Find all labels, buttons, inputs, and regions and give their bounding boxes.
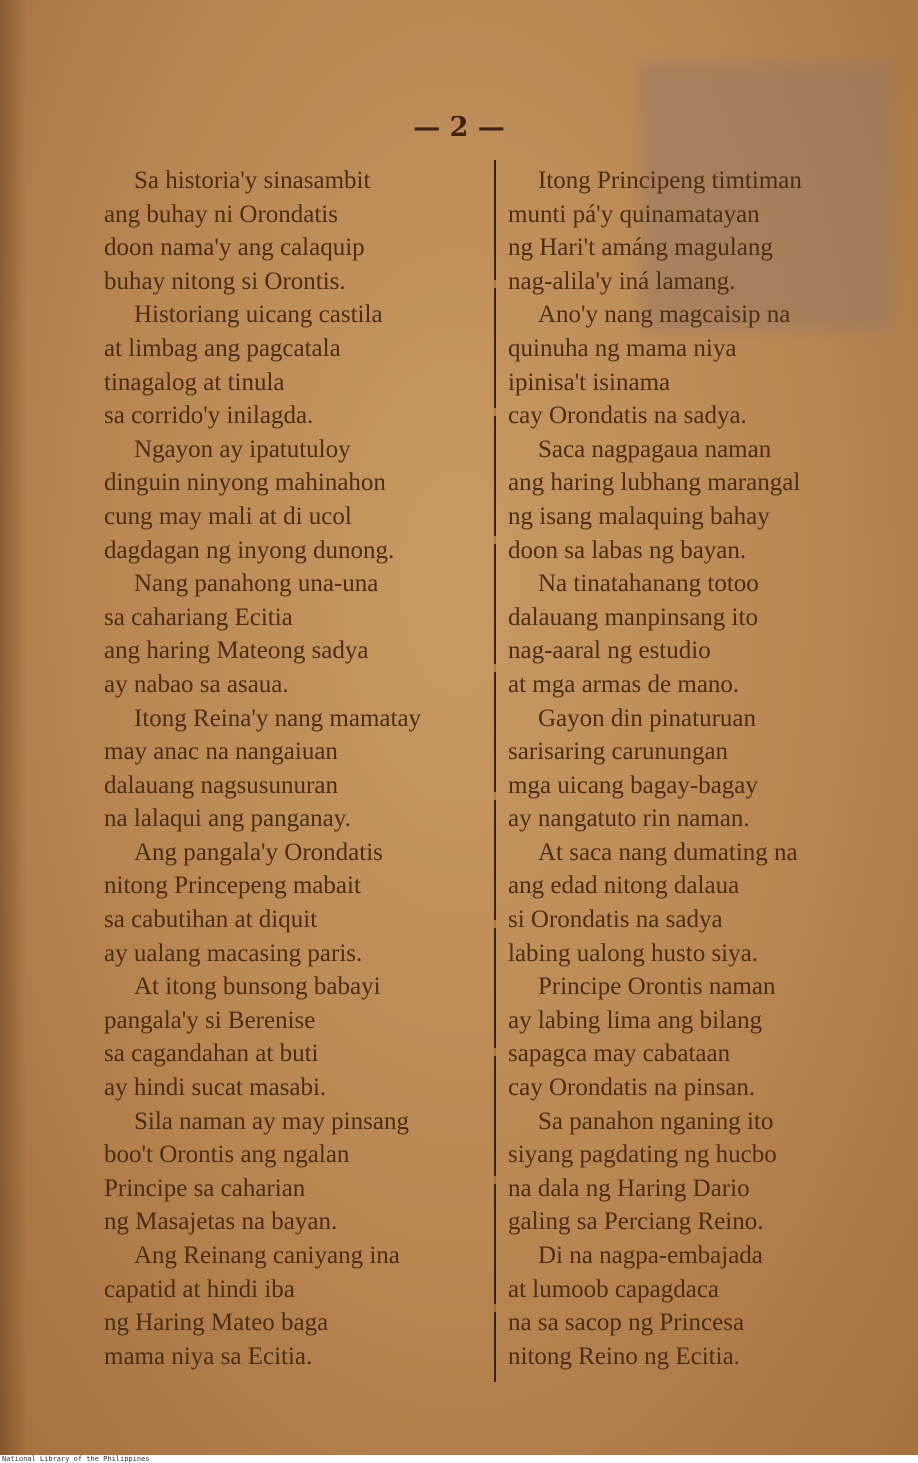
verse-line: at lumoob capagdaca — [508, 1275, 720, 1303]
verse-line: ang edad nitong dalaua — [508, 872, 740, 900]
verse-line: Historiang uicang castila — [134, 301, 383, 329]
verse-line: tinagalog at tinula — [104, 368, 285, 396]
verse-line: sapagca may cabataan — [508, 1040, 731, 1068]
verse-line: ang buhay ni Orondatis — [104, 200, 338, 228]
verse-line: Ang pangala'y Orondatis — [134, 838, 383, 866]
verse-line: cay Orondatis na pinsan. — [508, 1074, 756, 1102]
verse-line: Nang panahong una-una — [134, 570, 379, 598]
verse-line: Gayon din pinaturuan — [538, 704, 757, 732]
verse-line: dalauang manpinsang ito — [508, 603, 758, 631]
verse-line: munti pá'y quinamatayan — [508, 200, 760, 228]
verse-line: ng Masajetas na bayan. — [104, 1208, 338, 1236]
verse-line: ng Haring Mateo baga — [104, 1309, 329, 1337]
verse-line: ng Hari't amáng magulang — [508, 234, 773, 262]
verse-line: boo't Orontis ang ngalan — [104, 1141, 350, 1169]
verse-line: mga uicang bagay-bagay — [508, 771, 758, 799]
verse-line: doon nama'y ang calaquip — [104, 234, 365, 262]
verse-line: siyang pagdating ng hucbo — [508, 1141, 777, 1169]
verse-line: ay nangatuto rin naman. — [508, 805, 750, 833]
verse-line: dinguin ninyong mahinahon — [104, 469, 386, 497]
verse-line: ay ualang macasing paris. — [104, 939, 363, 967]
verse-line: galing sa Perciang Reino. — [508, 1208, 764, 1236]
verse-line: ng isang malaquing bahay — [508, 502, 770, 530]
verse-line: sa cahariang Ecitia — [104, 603, 293, 631]
verse-line: ay labing lima ang bilang — [508, 1006, 763, 1034]
verse-line: Principe sa caharian — [104, 1174, 306, 1202]
verse-line: sa cagandahan at buti — [104, 1040, 319, 1068]
verse-line: At saca nang dumating na — [538, 838, 798, 866]
verse-line: Itong Principeng timtiman — [538, 167, 802, 194]
verse-line: labing ualong husto siya. — [508, 939, 758, 967]
verse-line: ay hindi sucat masabi. — [104, 1074, 327, 1102]
verse-line: si Orondatis na sadya — [508, 906, 723, 934]
verse-line: ang haring Mateong sadya — [104, 637, 369, 665]
verse-line: cung may mali at di ucol — [104, 502, 352, 530]
verse-line: sa corrido'y inilagda. — [104, 402, 314, 430]
verse-line: dagdagan ng inyong dunong. — [104, 536, 395, 564]
verse-line: na sa sacop ng Princesa — [508, 1309, 745, 1337]
verse-line: mama niya sa Ecitia. — [104, 1342, 313, 1370]
verse-line: doon sa labas ng bayan. — [508, 536, 747, 564]
verse-line: at limbag ang pagcatala — [104, 334, 341, 362]
verse-line: ipinisa't isinama — [508, 368, 671, 396]
verse-line: nitong Reino ng Ecitia. — [508, 1342, 740, 1370]
verse-line: may anac na nangaiuan — [104, 738, 338, 766]
verse-line: nag-alila'y iná lamang. — [508, 267, 736, 295]
verse-line: buhay nitong si Orontis. — [104, 267, 346, 295]
verse-line: Na tinatahanang totoo — [538, 570, 759, 598]
verse-line: Ngayon ay ipatutuloy — [134, 435, 351, 463]
verse-line: na dala ng Haring Dario — [508, 1174, 750, 1202]
verse-line: Sa panahon nganing ito — [538, 1107, 774, 1135]
verse-line: ay nabao sa asaua. — [104, 670, 289, 698]
column-divider — [494, 160, 496, 1382]
right-column — [508, 164, 908, 1373]
verse-line: cay Orondatis na sadya. — [508, 402, 747, 430]
verse-line: Saca nagpagaua naman — [538, 435, 772, 463]
verse-line: ang haring lubhang marangal — [508, 469, 801, 497]
verse-line: at mga armas de mano. — [508, 670, 740, 698]
verse-line: sarisaring carunungan — [508, 738, 729, 766]
verse-line: na lalaqui ang panganay. — [104, 805, 351, 833]
left-column — [104, 164, 474, 1373]
verse-line: At itong bunsong babayi — [134, 973, 381, 1001]
verse-line: Sa historia'y sinasambit — [134, 167, 371, 194]
verse-line: Itong Reina'y nang mamatay — [134, 704, 422, 732]
verse-line: quinuha ng mama niya — [508, 334, 737, 362]
verse-line: pangala'y si Berenise — [104, 1006, 316, 1034]
page-number: — 2 — — [413, 112, 505, 143]
verse-line: Principe Orontis naman — [538, 973, 776, 1001]
binding-shadow — [0, 0, 28, 1455]
verse-line: dalauang nagsusunuran — [104, 771, 338, 799]
verse-line: Sila naman ay may pinsang — [134, 1107, 409, 1135]
verse-line: Ano'y nang magcaisip na — [538, 301, 791, 329]
verse-line: Ang Reinang caniyang ina — [134, 1242, 400, 1269]
verse-line: capatid at hindi iba — [104, 1275, 295, 1303]
library-credit: National Library of the Philippines — [2, 1455, 150, 1463]
verse-line: sa cabutihan at diquit — [104, 906, 318, 934]
verse-line: nag-aaral ng estudio — [508, 637, 711, 665]
verse-line: nitong Princepeng mabait — [104, 872, 361, 900]
verse-line: Di na nagpa-embajada — [538, 1242, 763, 1269]
